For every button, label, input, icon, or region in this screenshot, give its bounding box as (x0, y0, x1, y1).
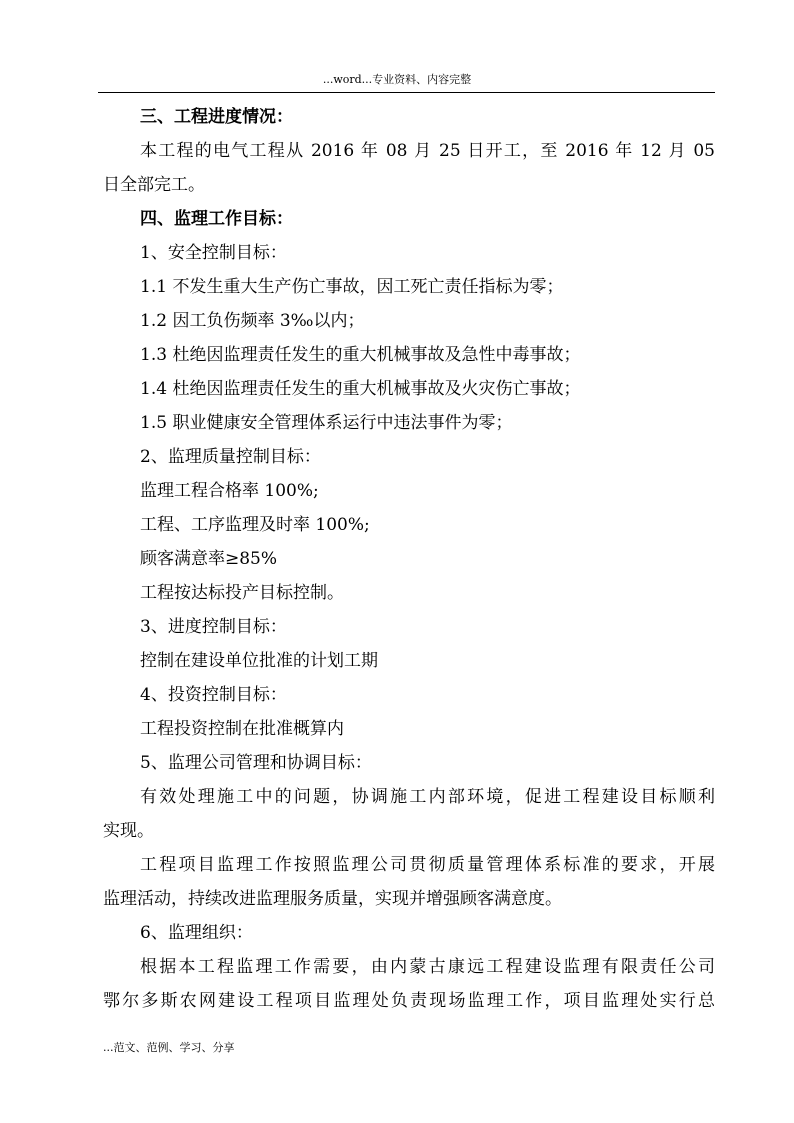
list-item: 3、进度控制目标： (140, 617, 287, 637)
paragraph-line: 有效处理施工中的问题，协调施工内部环境，促进工程建设目标顺利 (140, 787, 715, 807)
list-item: 5、监理公司管理和协调目标： (140, 753, 372, 773)
list-item: 1.1 不发生重大生产伤亡事故，因工死亡责任指标为零； (140, 277, 564, 297)
list-item: 顾客满意率≥85% (140, 549, 278, 569)
list-item: 6、监理组织： (140, 923, 253, 943)
document-body (103, 100, 715, 1018)
list-item: 工程按达标投产目标控制。 (140, 583, 344, 603)
paragraph-line: 监理活动，持续改进监理服务质量，实现并增强顾客满意度。 (103, 889, 562, 909)
section-heading-goals: 四、监理工作目标： (140, 209, 293, 229)
list-item: 4、投资控制目标： (140, 685, 287, 705)
list-item: 1.2 因工负伤频率 3‰以内； (140, 311, 365, 331)
list-item: 工程、工序监理及时率 100%; (140, 515, 370, 535)
paragraph-line: 鄂尔多斯农网建设工程项目监理处负责现场监理工作，项目监理处实行总 (103, 991, 715, 1011)
list-item: 2、监理质量控制目标： (140, 447, 321, 467)
list-item: 1.4 杜绝因监理责任发生的重大机械事故及火灾伤亡事故； (140, 379, 581, 399)
page-footer: ...范文、范例、学习、分享 (103, 1041, 235, 1054)
page-header: ...word...专业资料、内容完整 (322, 73, 472, 86)
list-item: 1、安全控制目标： (140, 243, 287, 263)
list-item: 工程投资控制在批准概算内 (140, 719, 344, 739)
paragraph-line: 工程项目监理工作按照监理公司贯彻质量管理体系标准的要求，开展 (140, 855, 715, 875)
header-divider (98, 92, 715, 93)
paragraph-line: 根据本工程监理工作需要，由内蒙古康远工程建设监理有限责任公司 (140, 957, 715, 977)
list-item: 控制在建设单位批准的计划工期 (140, 651, 378, 671)
paragraph-line: 日全部完工。 (103, 175, 205, 195)
list-item: 1.3 杜绝因监理责任发生的重大机械事故及急性中毒事故； (140, 345, 581, 365)
paragraph-line: 实现。 (103, 821, 154, 841)
paragraph-line: 本工程的电气工程从 2016 年 08 月 25 日开工，至 2016 年 12 月 05 (140, 141, 715, 161)
list-item: 监理工程合格率 100%; (140, 481, 319, 501)
list-item: 1.5 职业健康安全管理体系运行中违法事件为零； (140, 413, 513, 433)
section-heading-progress: 三、工程进度情况： (140, 107, 293, 127)
